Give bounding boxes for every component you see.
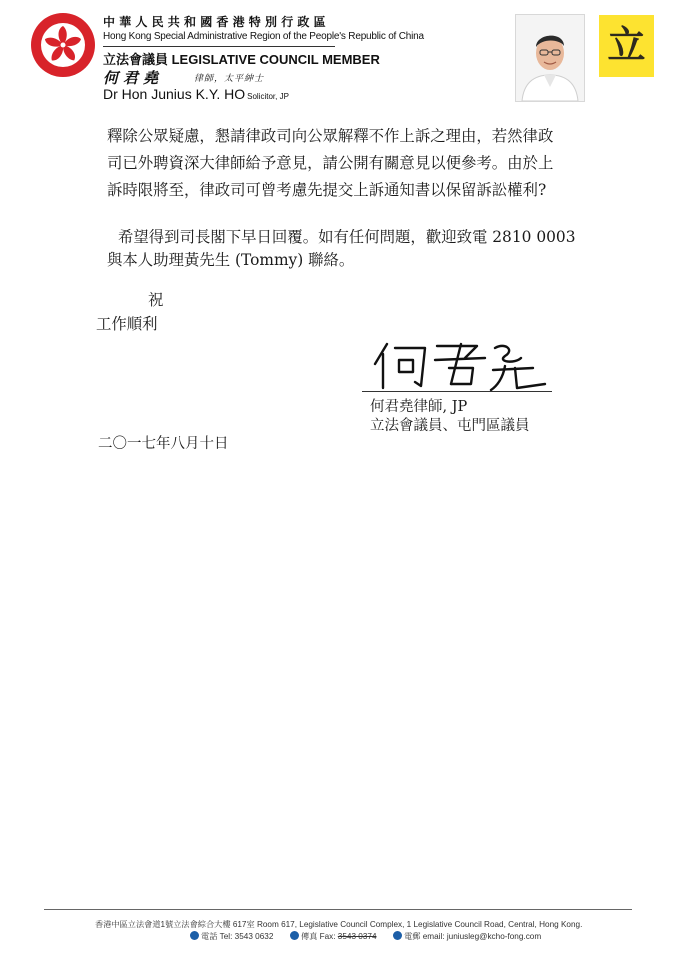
council-title: 立法會議員 LEGISLATIVE COUNCIL MEMBER (103, 52, 380, 67)
header-divider (103, 46, 335, 47)
member-portrait (515, 14, 585, 102)
paragraph-1-line-1: 釋除公眾疑慮，懇請律政司向公眾解釋不作上訴之理由，若然律政 (107, 127, 554, 145)
footer-tel: 電話 Tel: 3543 0632 (201, 932, 274, 941)
member-name-zh: 何君堯 (103, 69, 164, 87)
paragraph-2-line-1: 希望得到司長閣下早日回覆。如有任何問題，歡迎致電 2810 0003 (118, 228, 576, 246)
footer-fax-number: 3543 0374 (337, 932, 377, 941)
footer-address: 香港中區立法會道1號立法會綜合大樓 617室 Room 617, Legislative Council Complex, 1 Legislative Council Road, Central, Hong Kong. (95, 920, 583, 929)
member-title-zh: 律師，太平紳士 (194, 74, 265, 84)
letter-date: 二〇一七年八月十日 (98, 436, 229, 452)
closing-greeting: 祝 (148, 291, 164, 309)
portrait-icon (516, 15, 584, 101)
email-icon (393, 931, 402, 940)
party-logo (599, 15, 654, 77)
party-logo-char: 立 (607, 22, 646, 67)
footer-email: 電郵 email: juniusleg@kcho-fong.com (404, 932, 542, 941)
region-title-en: Hong Kong Special Administrative Region of the People's Republic of China (103, 31, 424, 42)
signature-line (362, 391, 552, 392)
footer-contact (190, 931, 541, 942)
signer-role: 立法會議員、屯門區議員 (370, 418, 530, 434)
member-name-en-text: Dr Hon Junius K.Y. HO (103, 86, 246, 102)
paragraph-2-line-2: 與本人助理黃先生 (Tommy) 聯絡。 (107, 251, 355, 269)
paragraph-1-line-2: 司已外聘資深大律師給予意見，請公開有關意見以便參考。由於上 (107, 154, 554, 172)
footer-fax-label: 傳真 Fax: (300, 932, 336, 941)
handwritten-signature (365, 338, 555, 394)
phone-icon (190, 931, 199, 940)
member-name-en (103, 86, 289, 102)
hksar-emblem-icon (30, 12, 96, 78)
fax-icon (290, 931, 299, 940)
member-credentials-en: Solicitor, JP (247, 92, 289, 101)
footer-divider (44, 909, 632, 910)
closing-wish: 工作順利 (96, 315, 158, 333)
signer-name: 何君堯律師, JP (370, 399, 468, 415)
region-title-zh: 中華人民共和國香港特別行政區 (103, 15, 330, 29)
paragraph-1-line-3: 訴時限將至，律政司可曾考慮先提交上訴通知書以保留訴訟權利? (107, 181, 547, 199)
